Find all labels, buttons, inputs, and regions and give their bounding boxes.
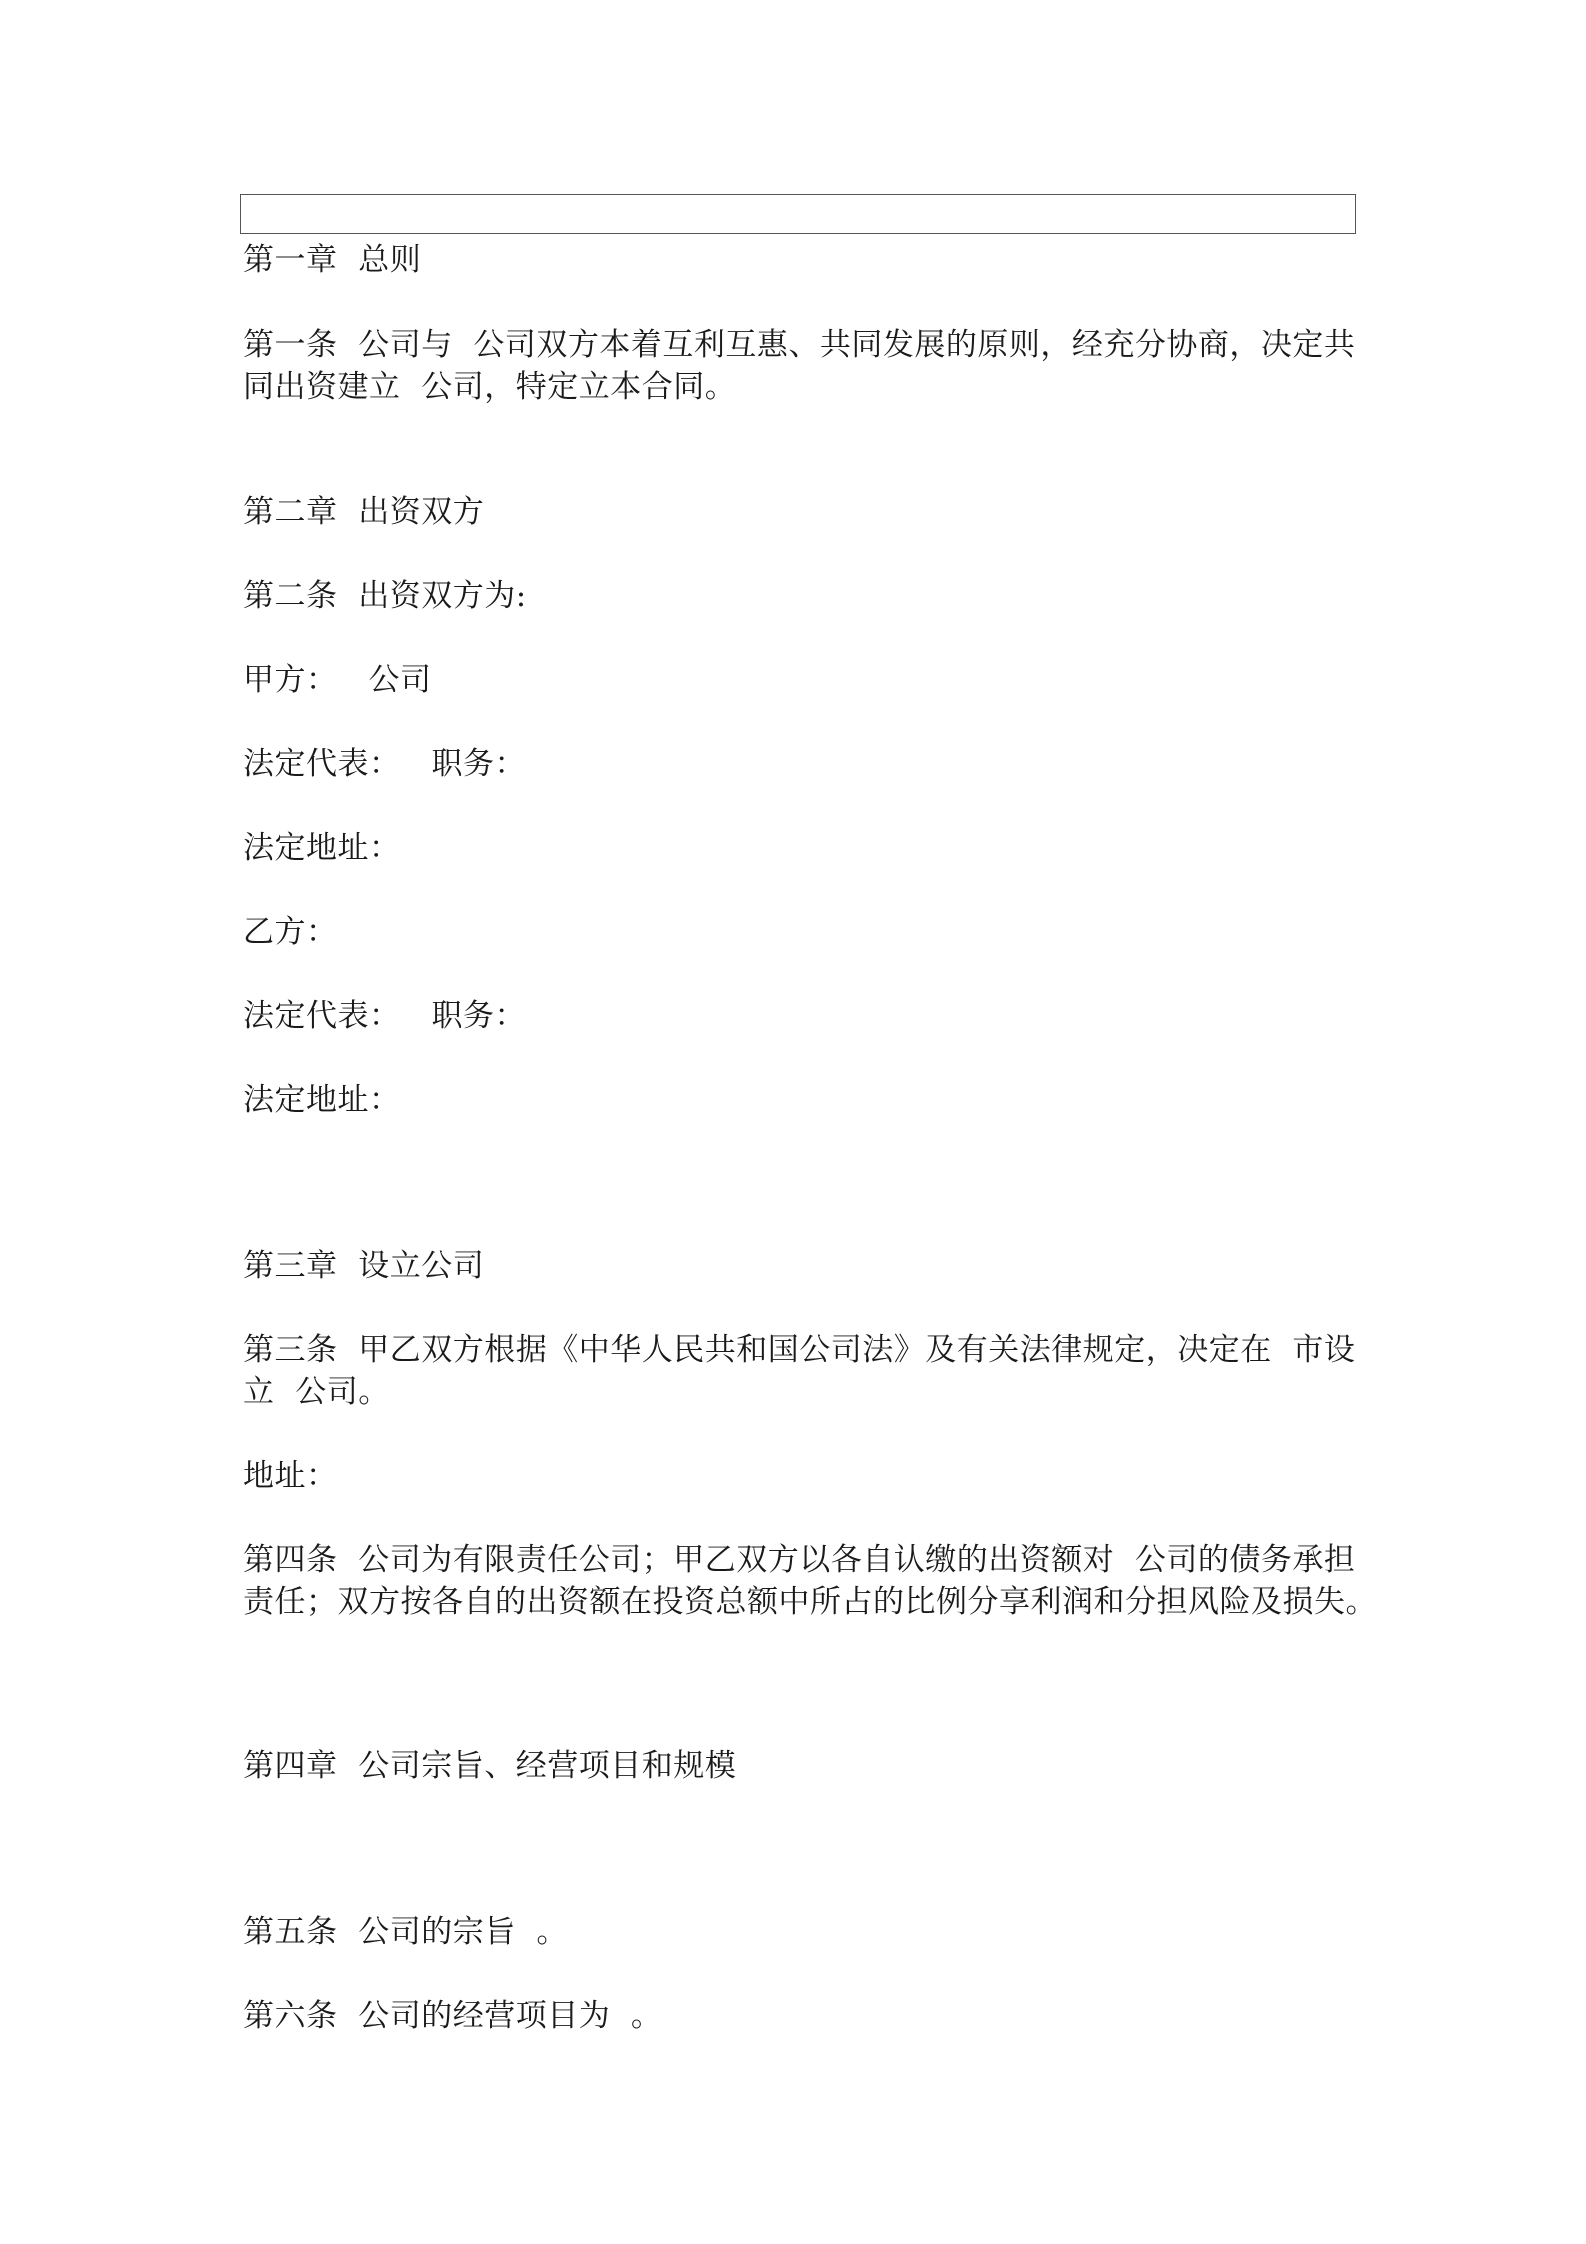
article-5: 第五条 公司的宗旨 。 — [243, 1914, 568, 1950]
article-4-line-1: 第四条 公司为有限责任公司；甲乙双方以各自认缴的出资额对 公司的债务承担 — [243, 1542, 1356, 1578]
article-1-line-1: 第一条 公司与 公司双方本着互利互惠、共同发展的原则，经充分协商，决定共 — [243, 327, 1356, 363]
article-4-line-2: 责任；双方按各自的出资额在投资总额中所占的比例分享利润和分担风险及损失。 — [243, 1584, 1377, 1620]
title-box — [240, 194, 1356, 234]
chapter-2-heading: 第二章 出资双方 — [243, 494, 485, 530]
party-a: 甲方： 公司 — [243, 662, 432, 698]
company-address: 地址： — [243, 1458, 338, 1494]
chapter-3-heading: 第三章 设立公司 — [243, 1248, 485, 1284]
party-b-address: 法定地址： — [243, 1082, 401, 1118]
party-b: 乙方： — [243, 914, 338, 950]
chapter-4-heading: 第四章 公司宗旨、经营项目和规模 — [243, 1748, 737, 1784]
article-2: 第二条 出资双方为: — [243, 578, 527, 614]
article-6: 第六条 公司的经营项目为 。 — [243, 1998, 663, 2034]
chapter-1-heading: 第一章 总则 — [243, 242, 422, 278]
article-1-line-2: 同出资建立 公司，特定立本合同。 — [243, 369, 737, 405]
article-3-line-2: 立 公司。 — [243, 1374, 390, 1410]
party-a-representative: 法定代表： 职务： — [243, 746, 527, 782]
article-3-line-1: 第三条 甲乙双方根据《中华人民共和国公司法》及有关法律规定，决定在 市设 — [243, 1332, 1356, 1368]
party-a-address: 法定地址： — [243, 830, 401, 866]
party-b-representative: 法定代表： 职务： — [243, 998, 527, 1034]
